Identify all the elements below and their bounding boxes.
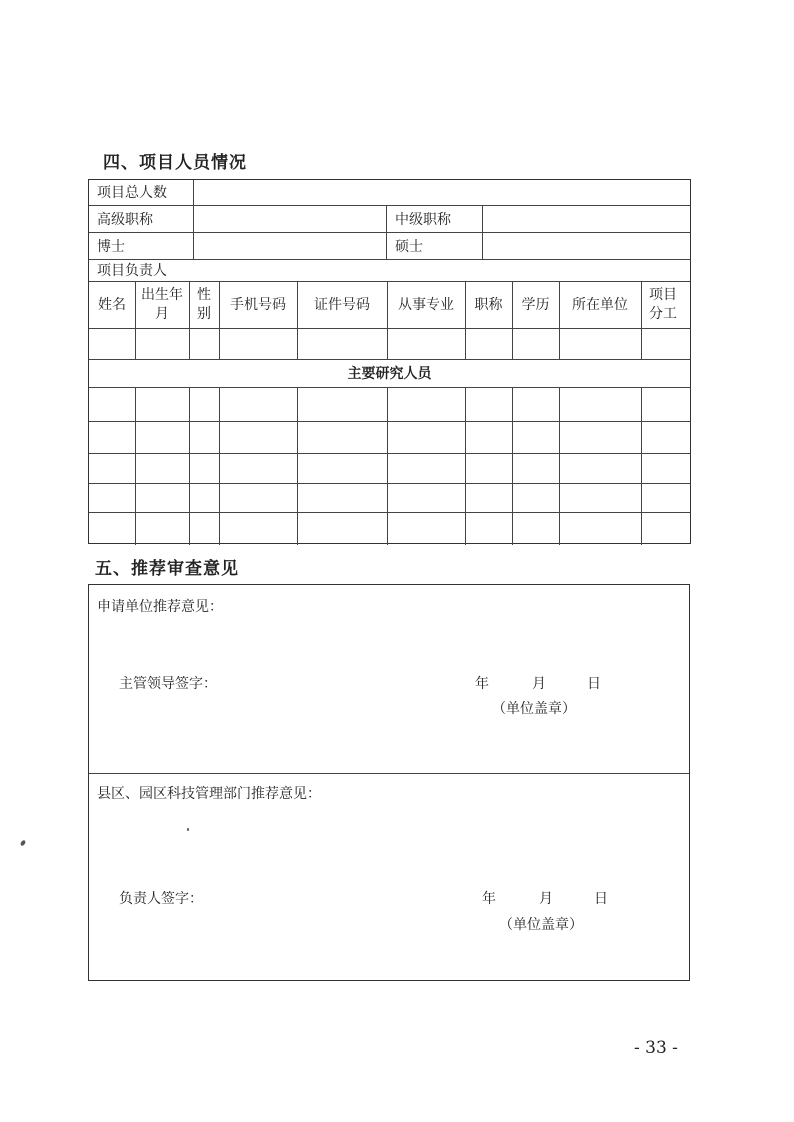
col-header-phone: 手机号码 [230, 297, 286, 313]
row-divider [89, 232, 690, 233]
row-divider [89, 421, 690, 422]
row-divider [89, 281, 690, 282]
dept-leader-signature-label: 负责人签字： [119, 891, 203, 907]
row-divider [89, 512, 690, 513]
col-divider [512, 387, 513, 545]
col-divider [559, 387, 560, 545]
middle-title-label: 中级职称 [395, 212, 451, 228]
project-leader-label: 项目负责人 [97, 263, 167, 279]
col-header-education: 学历 [521, 297, 550, 313]
dept-opinion-label: 县区、园区科技管理部门推荐意见： [97, 786, 321, 802]
col-divider [641, 387, 642, 545]
col-divider [465, 281, 466, 359]
master-label: 硕士 [395, 239, 423, 255]
row-divider [89, 259, 690, 260]
unit-stamp-label: （单位盖章） [492, 701, 576, 717]
dept-stamp-label: （单位盖章） [499, 917, 583, 933]
col-divider [189, 281, 190, 359]
col-header-birth: 出生年月 [141, 287, 183, 322]
col-header-title: 职称 [474, 297, 503, 313]
scan-mark [20, 839, 27, 846]
col-divider [387, 387, 388, 545]
row-divider [89, 453, 690, 454]
unit-year-label: 年 [475, 676, 489, 692]
page-number: - 33 - [634, 1038, 678, 1058]
col-header-role: 项目分工 [649, 287, 677, 322]
review-opinion-box [88, 584, 690, 981]
col-divider [297, 281, 298, 359]
section-divider [89, 773, 689, 774]
personnel-table [88, 179, 691, 544]
unit-month-label: 月 [532, 676, 546, 692]
col-divider [193, 180, 194, 259]
unit-leader-signature-label: 主管领导签字： [119, 676, 217, 692]
col-divider [135, 387, 136, 545]
main-researchers-label: 主要研究人员 [347, 366, 432, 382]
section-5-title: 五、推荐审查意见 [95, 559, 239, 579]
col-divider [559, 281, 560, 359]
row-divider [89, 359, 690, 360]
unit-opinion-label: 申请单位推荐意见： [97, 599, 223, 615]
col-divider [512, 281, 513, 359]
col-divider [641, 281, 642, 359]
col-divider [297, 387, 298, 545]
dept-month-label: 月 [539, 891, 553, 907]
phd-label: 博士 [97, 239, 125, 255]
unit-day-label: 日 [587, 676, 601, 692]
col-divider [386, 205, 387, 259]
col-divider [465, 387, 466, 545]
col-divider [219, 387, 220, 545]
dept-year-label: 年 [482, 891, 496, 907]
col-header-id: 证件号码 [314, 297, 370, 313]
total-count-label: 项目总人数 [97, 185, 167, 201]
col-divider [482, 205, 483, 259]
col-header-unit: 所在单位 [572, 297, 628, 313]
col-header-major: 从事专业 [398, 297, 454, 313]
scan-speck [187, 828, 189, 831]
row-divider [89, 328, 690, 329]
col-divider [387, 281, 388, 359]
row-divider [89, 483, 690, 484]
senior-title-label: 高级职称 [97, 212, 153, 228]
col-divider [219, 281, 220, 359]
col-header-name: 姓名 [98, 297, 126, 313]
section-4-title: 四、项目人员情况 [103, 153, 247, 173]
col-header-gender: 性别 [197, 287, 211, 322]
col-divider [189, 387, 190, 545]
row-divider [89, 387, 690, 388]
col-divider [135, 281, 136, 359]
row-divider [89, 205, 690, 206]
dept-day-label: 日 [594, 891, 608, 907]
